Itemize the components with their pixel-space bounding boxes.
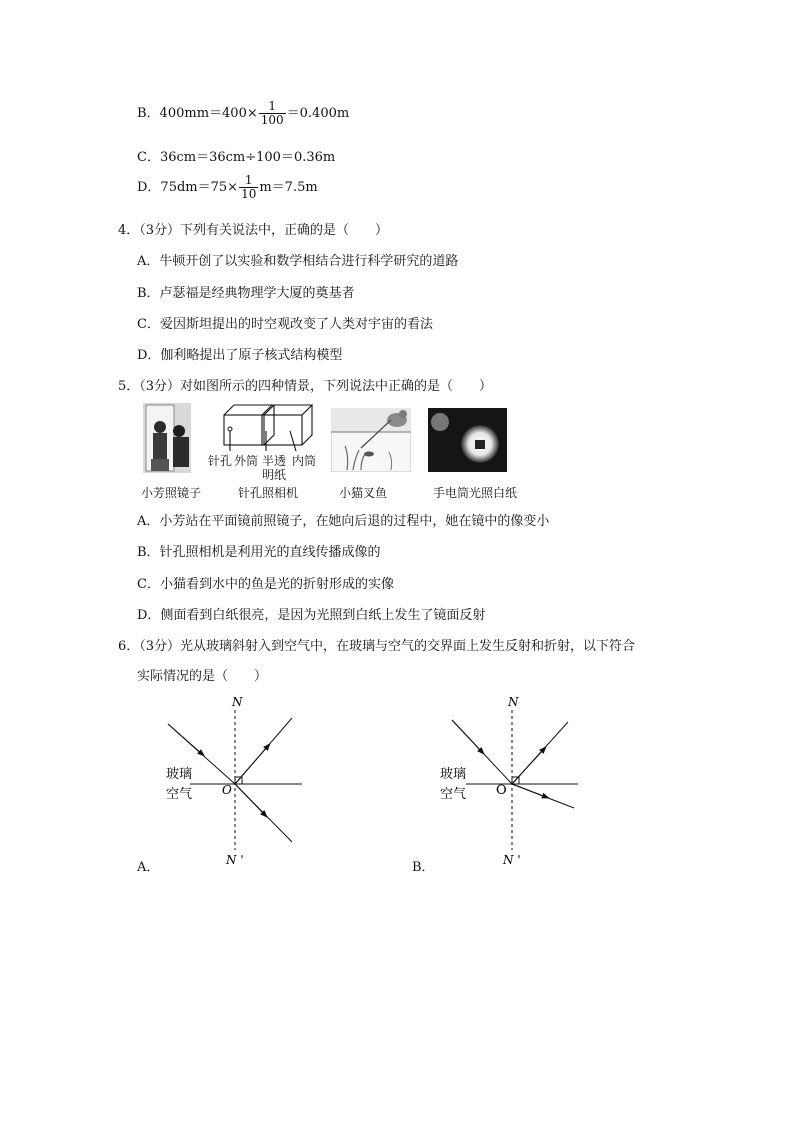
normal-bottom-label: N ' xyxy=(226,853,244,867)
q4-option-b: B．卢瑟福是经典物理学大厦的奠基者 xyxy=(137,286,355,301)
q4-option-a: A．牛顿开创了以实验和数学相结合进行科学研究的道路 xyxy=(137,254,459,269)
air-label: 空气 xyxy=(440,787,467,802)
q4-stem: 4．（3分）下列有关说法中，正确的是（ ） xyxy=(118,223,389,238)
q3-option-b-pre: B．400mm＝400× xyxy=(137,106,258,121)
q3-option-b xyxy=(137,100,349,127)
glass-label: 玻璃 xyxy=(166,767,193,782)
q6-stem-line2: 实际情况的是（ ） xyxy=(137,669,268,684)
q3-option-b-post: ＝0.400m xyxy=(286,106,350,121)
q3-option-d-pre: D．75dm＝75× xyxy=(137,180,239,195)
mirror-photo xyxy=(143,403,191,473)
origin-label: O xyxy=(496,783,507,798)
fraction xyxy=(259,100,286,127)
fraction-denominator: 100 xyxy=(260,113,284,127)
q5-option-c: C．小猫看到水中的鱼是光的折射形成的实像 xyxy=(137,577,394,592)
caption-flashlight: 手电筒光照白纸 xyxy=(433,486,518,500)
fraction-numerator: 1 xyxy=(239,174,258,188)
origin-label: O xyxy=(222,783,232,797)
normal-bottom-label: N ' xyxy=(503,853,521,867)
q5-stem: 5．（3分）对如图所示的四种情景，下列说法中正确的是（ ） xyxy=(118,379,493,394)
fraction xyxy=(239,174,258,201)
normal-top-label: N xyxy=(508,695,519,709)
cat-fishing-figure xyxy=(331,408,411,472)
q6-stem-line1: 6．（3分）光从玻璃斜射入到空气中，在玻璃与空气的交界面上发生反射和折射，以下符合 xyxy=(118,639,636,654)
fraction-numerator: 1 xyxy=(259,100,286,114)
normal-top-label: N xyxy=(232,695,243,709)
q3-option-d-post: m＝7.5m xyxy=(259,180,318,195)
pinhole-label: 针孔 xyxy=(208,454,233,468)
glass-label: 玻璃 xyxy=(440,767,467,782)
q4-option-c: C．爱因斯坦提出的时空观改变了人类对宇宙的看法 xyxy=(137,317,433,332)
outer-tube-label: 外筒 xyxy=(234,454,259,468)
q5-option-d: D．侧面看到白纸很亮，是因为光照到白纸上发生了镜面反射 xyxy=(137,608,486,623)
fraction-denominator: 10 xyxy=(241,187,257,201)
translucent-label: 半透 xyxy=(262,454,287,468)
q3-option-d xyxy=(137,174,318,201)
caption-pinhole-camera: 针孔照相机 xyxy=(238,486,299,500)
q5-option-b: B．针孔照相机是利用光的直线传播成像的 xyxy=(137,545,381,560)
caption-mirror: 小芳照镜子 xyxy=(141,486,202,500)
q3-option-c: C．36cm＝36cm÷100＝0.36m xyxy=(137,150,336,165)
q4-option-d: D．伽利略提出了原子核式结构模型 xyxy=(137,348,343,363)
flashlight-paper-figure xyxy=(428,408,507,472)
paper-label: 明纸 xyxy=(262,468,287,482)
q6-option-a-label: A． xyxy=(137,860,160,875)
refraction-diagram-a xyxy=(130,690,330,875)
q6-option-b-label: B． xyxy=(412,860,435,875)
inner-tube-label: 内筒 xyxy=(292,454,317,468)
caption-cat-fishing: 小猫叉鱼 xyxy=(339,486,388,500)
air-label: 空气 xyxy=(166,787,193,802)
refraction-diagram-b xyxy=(406,690,606,875)
q5-option-a: A．小芳站在平面镜前照镜子，在她向后退的过程中，她在镜中的像变小 xyxy=(137,514,550,529)
